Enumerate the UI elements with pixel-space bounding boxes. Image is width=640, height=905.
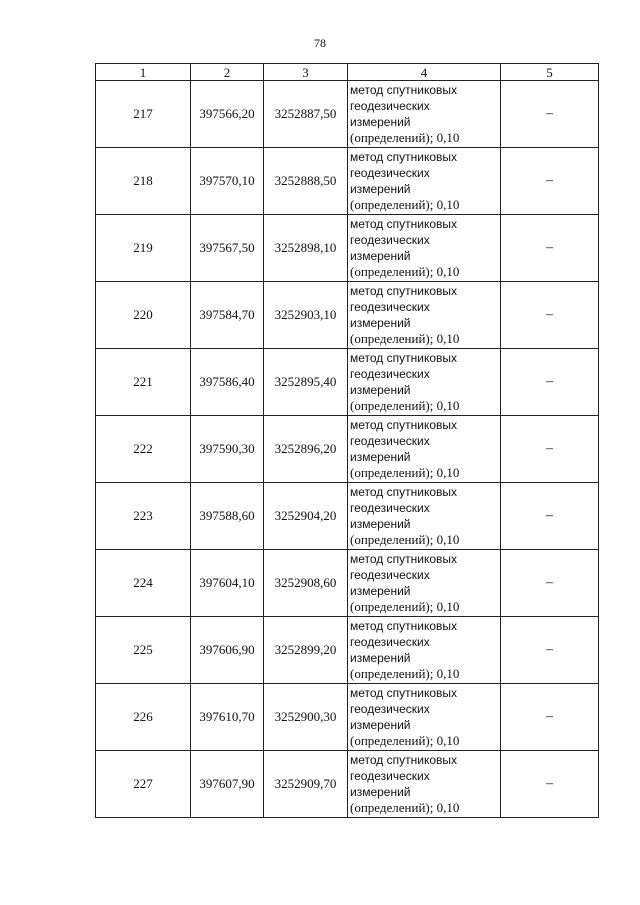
table-body <box>96 81 599 818</box>
point-number-cell: 223 <box>96 483 191 550</box>
x-coordinate-cell: 397566,20 <box>191 81 264 148</box>
method-cell <box>348 416 501 483</box>
method-line: измерений <box>350 316 411 330</box>
method-cell <box>348 81 501 148</box>
note-cell: – <box>501 148 599 215</box>
point-number-cell: 227 <box>96 751 191 818</box>
header-col-5: 5 <box>501 64 599 81</box>
note-cell: – <box>501 416 599 483</box>
method-line: геодезических <box>350 702 430 716</box>
note-cell: – <box>501 684 599 751</box>
y-coordinate-cell: 3252899,20 <box>264 617 348 684</box>
note-cell: – <box>501 550 599 617</box>
method-line: (определений); 0,10 <box>350 733 460 748</box>
method-cell <box>348 148 501 215</box>
y-coordinate-cell: 3252898,10 <box>264 215 348 282</box>
method-line: метод спутниковых <box>350 83 458 97</box>
y-coordinate-cell: 3252900,30 <box>264 684 348 751</box>
method-line: геодезических <box>350 501 430 515</box>
header-col-1: 1 <box>96 64 191 81</box>
method-line: метод спутниковых <box>350 619 458 633</box>
method-line: (определений); 0,10 <box>350 331 460 346</box>
coordinates-table <box>95 63 599 818</box>
method-cell <box>348 751 501 818</box>
method-line: измерений <box>350 450 411 464</box>
header-col-3: 3 <box>264 64 348 81</box>
point-number-cell: 217 <box>96 81 191 148</box>
table-row <box>96 483 599 550</box>
table-row <box>96 282 599 349</box>
method-line: (определений); 0,10 <box>350 800 460 815</box>
page-number: 78 <box>314 36 326 50</box>
method-cell <box>348 349 501 416</box>
note-cell: – <box>501 81 599 148</box>
method-line: геодезических <box>350 166 430 180</box>
method-line: измерений <box>350 182 411 196</box>
x-coordinate-cell: 397584,70 <box>191 282 264 349</box>
method-line: геодезических <box>350 635 430 649</box>
method-line: геодезических <box>350 233 430 247</box>
header-col-4: 4 <box>348 64 501 81</box>
note-cell: – <box>501 215 599 282</box>
x-coordinate-cell: 397606,90 <box>191 617 264 684</box>
table-row <box>96 349 599 416</box>
method-line: геодезических <box>350 434 430 448</box>
method-line: измерений <box>350 517 411 531</box>
method-line: метод спутниковых <box>350 351 458 365</box>
method-line: геодезических <box>350 769 430 783</box>
x-coordinate-cell: 397567,50 <box>191 215 264 282</box>
x-coordinate-cell: 397607,90 <box>191 751 264 818</box>
note-cell: – <box>501 617 599 684</box>
method-line: геодезических <box>350 300 430 314</box>
point-number-cell: 219 <box>96 215 191 282</box>
method-line: измерений <box>350 383 411 397</box>
method-line: геодезических <box>350 367 430 381</box>
y-coordinate-cell: 3252888,50 <box>264 148 348 215</box>
table-row <box>96 751 599 818</box>
y-coordinate-cell: 3252903,10 <box>264 282 348 349</box>
method-line: метод спутниковых <box>350 418 458 432</box>
method-cell <box>348 483 501 550</box>
table-row <box>96 416 599 483</box>
table-row <box>96 81 599 148</box>
x-coordinate-cell: 397604,10 <box>191 550 264 617</box>
y-coordinate-cell: 3252909,70 <box>264 751 348 818</box>
point-number-cell: 226 <box>96 684 191 751</box>
point-number-cell: 220 <box>96 282 191 349</box>
point-number-cell: 225 <box>96 617 191 684</box>
note-cell: – <box>501 282 599 349</box>
method-cell <box>348 215 501 282</box>
method-line: (определений); 0,10 <box>350 130 460 145</box>
method-line: измерений <box>350 249 411 263</box>
method-line: (определений); 0,10 <box>350 465 460 480</box>
table-row <box>96 215 599 282</box>
y-coordinate-cell: 3252895,40 <box>264 349 348 416</box>
method-line: метод спутниковых <box>350 150 458 164</box>
header-row <box>96 64 599 81</box>
method-line: (определений); 0,10 <box>350 666 460 681</box>
method-cell <box>348 617 501 684</box>
point-number-cell: 224 <box>96 550 191 617</box>
method-line: (определений); 0,10 <box>350 532 460 547</box>
method-line: (определений); 0,10 <box>350 599 460 614</box>
method-line: метод спутниковых <box>350 552 458 566</box>
y-coordinate-cell: 3252908,60 <box>264 550 348 617</box>
method-line: (определений); 0,10 <box>350 197 460 212</box>
method-cell <box>348 550 501 617</box>
method-line: измерений <box>350 651 411 665</box>
method-line: метод спутниковых <box>350 485 458 499</box>
table-row <box>96 617 599 684</box>
method-line: геодезических <box>350 568 430 582</box>
note-cell: – <box>501 349 599 416</box>
method-cell <box>348 684 501 751</box>
table-row <box>96 148 599 215</box>
point-number-cell: 218 <box>96 148 191 215</box>
x-coordinate-cell: 397588,60 <box>191 483 264 550</box>
header-col-2: 2 <box>191 64 264 81</box>
x-coordinate-cell: 397610,70 <box>191 684 264 751</box>
note-cell: – <box>501 483 599 550</box>
point-number-cell: 221 <box>96 349 191 416</box>
method-line: измерений <box>350 785 411 799</box>
x-coordinate-cell: 397590,30 <box>191 416 264 483</box>
method-cell <box>348 282 501 349</box>
method-line: метод спутниковых <box>350 284 458 298</box>
method-line: (определений); 0,10 <box>350 398 460 413</box>
method-line: (определений); 0,10 <box>350 264 460 279</box>
x-coordinate-cell: 397570,10 <box>191 148 264 215</box>
y-coordinate-cell: 3252896,20 <box>264 416 348 483</box>
note-cell: – <box>501 751 599 818</box>
y-coordinate-cell: 3252904,20 <box>264 483 348 550</box>
method-line: геодезических <box>350 99 430 113</box>
table-row <box>96 550 599 617</box>
method-line: метод спутниковых <box>350 753 458 767</box>
method-line: метод спутниковых <box>350 217 458 231</box>
x-coordinate-cell: 397586,40 <box>191 349 264 416</box>
table-row <box>96 684 599 751</box>
y-coordinate-cell: 3252887,50 <box>264 81 348 148</box>
method-line: измерений <box>350 115 411 129</box>
point-number-cell: 222 <box>96 416 191 483</box>
method-line: измерений <box>350 718 411 732</box>
method-line: метод спутниковых <box>350 686 458 700</box>
method-line: измерений <box>350 584 411 598</box>
